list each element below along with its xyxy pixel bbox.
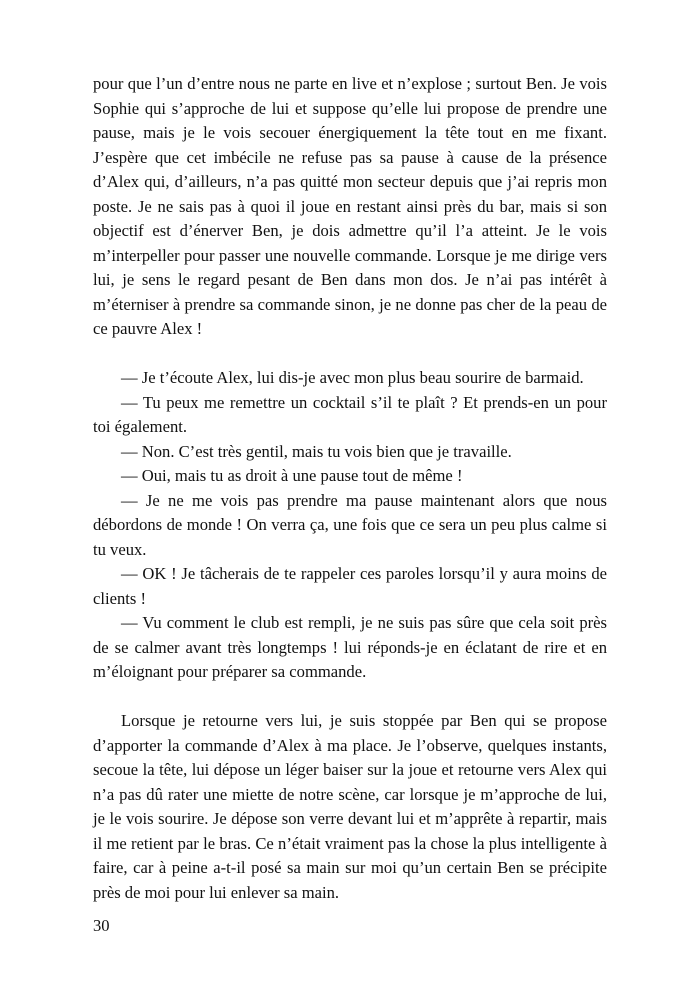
dialogue-line: — Non. C’est très gentil, mais tu vois bien que je travaille.: [121, 441, 512, 461]
dialogue-line: — Oui, mais tu as droit à une pause tout de même !: [121, 466, 463, 485]
section-gap: [93, 342, 607, 367]
page-number: 30: [93, 916, 110, 935]
dialogue-line: — Je ne me vois pas prendre ma pause maintenant alors que nous débordons de monde ! On verra ça, une fois que ce sera un peu plus calme si tu veux.: [93, 490, 607, 559]
paragraph-closing: Lorsque je retourne vers lui, je suis stoppée par Ben qui se propose d’apporter la commande d’Alex à ma place. Je l’observe, quelques instants, secoue la tête, lui dépose un léger baiser sur la joue et retourne vers Alex qui n’a pas dû rater une miette de notre scène, car lorsque je m’approche de lui, je le vois sourire. Je dépose son verre devant lui et m’apprête à repartir, mais il me retient par le bras. Ce n’était vraiment pas la chose la plus intelligente à faire, car à peine a-t-il posé sa main sur moi qu’un certain Ben se précipite près de moi pour lui enlever sa main.: [93, 711, 607, 902]
paragraph-opening: pour que l’un d’entre nous ne parte en live et n’explose ; surtout Ben. Je vois Sophie qui s’approche de lui et suppose qu’elle lui propose de prendre une pause, mais je le vois secouer énergiquement la tête tout en me fixant. J’espère que cet imbécile ne refuse pas sa pause à cause de la présence d’Alex qui, d’ailleurs, n’a pas quitté mon secteur depuis que j’ai repris mon poste. Je ne sais pas à quoi il joue en restant ainsi près du bar, mais si son objectif est d’énerver Ben, je dois admettre qu’il l’a atteint. Je le vois m’interpeller pour passer une nouvelle commande. Lorsque je me dirige vers lui, je sens le regard pesant de Ben dans mon dos. Je n’ai pas intérêt à m’éterniser à prendre sa commande sinon, je ne donne pas cher de la peau de ce pauvre Alex !: [93, 74, 607, 338]
page-body: [93, 72, 607, 905]
dialogue-line: — Je t’écoute Alex, lui dis-je avec mon plus beau sourire de barmaid.: [121, 368, 584, 387]
dialogue-line: — Tu peux me remettre un cocktail s’il te plaît ? Et prends-en un pour toi également.: [93, 392, 607, 436]
dialogue-line: — OK ! Je tâcherais de te rappeler ces paroles lorsqu’il y aura moins de clients !: [93, 564, 607, 608]
dialogue-line: — Vu comment le club est rempli, je ne suis pas sûre que cela soit près de se calmer avant très longtemps ! lui réponds-je en éclatant de rire et en m’éloignant pour préparer sa commande.: [93, 613, 607, 681]
section-gap: [93, 685, 607, 710]
